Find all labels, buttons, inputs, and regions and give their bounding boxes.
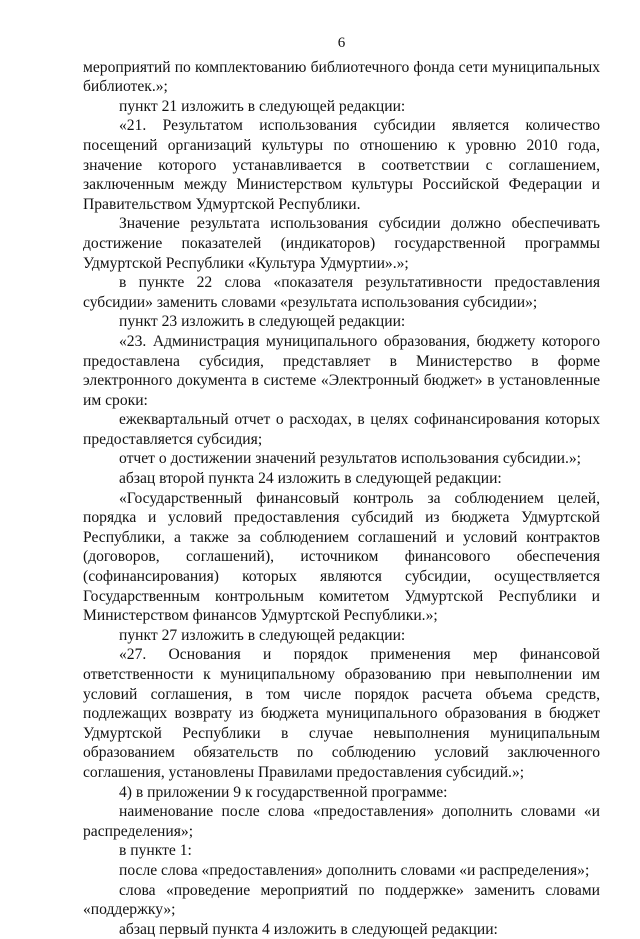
paragraph: ежеквартальный отчет о расходах, в целях софинансирования которых предоставляется субсидия; [83,411,600,448]
paragraph: наименование после слова «предоставления» дополнить словами «и распределения»; [83,803,600,840]
paragraph: пункт 27 изложить в следующей редакции: [119,626,406,644]
paragraph: пункт 23 изложить в следующей редакции: [119,313,406,331]
paragraph: Значение результата использования субсидии должно обеспечивать достижение показателей (индикаторов) государственной программы Удмуртской Республики «Культура Удмуртии».»; [83,215,600,272]
paragraph: «27. Основания и порядок применения мер финансовой ответственности к муниципальному образованию при невыполнении им условий соглашения, в том числе порядок расчета объема средств, подлежащих возврату из бюджета муниципального образования в бюджет Удмуртской Республики в случае невыполнения муниципальным образованием обязательств по соблюдению условий заключенного соглашения, установлены Правилами предоставления субсидий.»; [83,646,600,781]
paragraph: «21. Результатом использования субсидии является количество посещений организаций культуры по отношению к уровню 2010 года, значение которого устанавливается в соответствии с соглашением, заключенным между Министерством культуры Российской Федерации и Правительством Удмуртской Республики. [83,117,600,213]
paragraph: мероприятий по комплектованию библиотечного фонда сети муниципальных библиотек.»; [83,58,600,96]
paragraph: пункт 21 изложить в следующей редакции: [119,97,406,115]
paragraph: 4) в приложении 9 к государственной программе: [119,783,448,801]
paragraph: абзац второй пункта 24 изложить в следующей редакции: [119,470,502,488]
paragraph: в пункте 22 слова «показателя результативности предоставления субсидии» заменить словами «результата использования субсидии»; [83,274,600,311]
document-body [83,58,600,939]
paragraph: «Государственный финансовый контроль за соблюдением целей, порядка и условий предоставления субсидий из бюджета Удмуртской Республики, а также за соблюдением соглашений и условий контрактов (договоров, соглашений), источником финансового обеспечения (софинансирования) которых являются субсидии, осуществляется Государственным контрольным комитетом Удмуртской Республики и Министерством финансов Удмуртской Республики.»; [83,489,600,625]
paragraph: «23. Администрация муниципального образования, бюджету которого предоставлена субсидия, представляет в Министерство в форме электронного документа в системе «Электронный бюджет» в установленные им сроки: [83,332,600,409]
paragraph: слова «проведение мероприятий по поддержке» заменить словами «поддержку»; [83,881,600,919]
page-number: 6 [337,35,346,51]
paragraph: в пункте 1: [119,842,192,860]
paragraph: абзац первый пункта 4 изложить в следующей редакции: [119,920,498,938]
paragraph: после слова «предоставления» дополнить словами «и распределения»; [119,861,590,879]
paragraph: отчет о достижении значений результатов использования субсидии.»; [119,450,582,468]
